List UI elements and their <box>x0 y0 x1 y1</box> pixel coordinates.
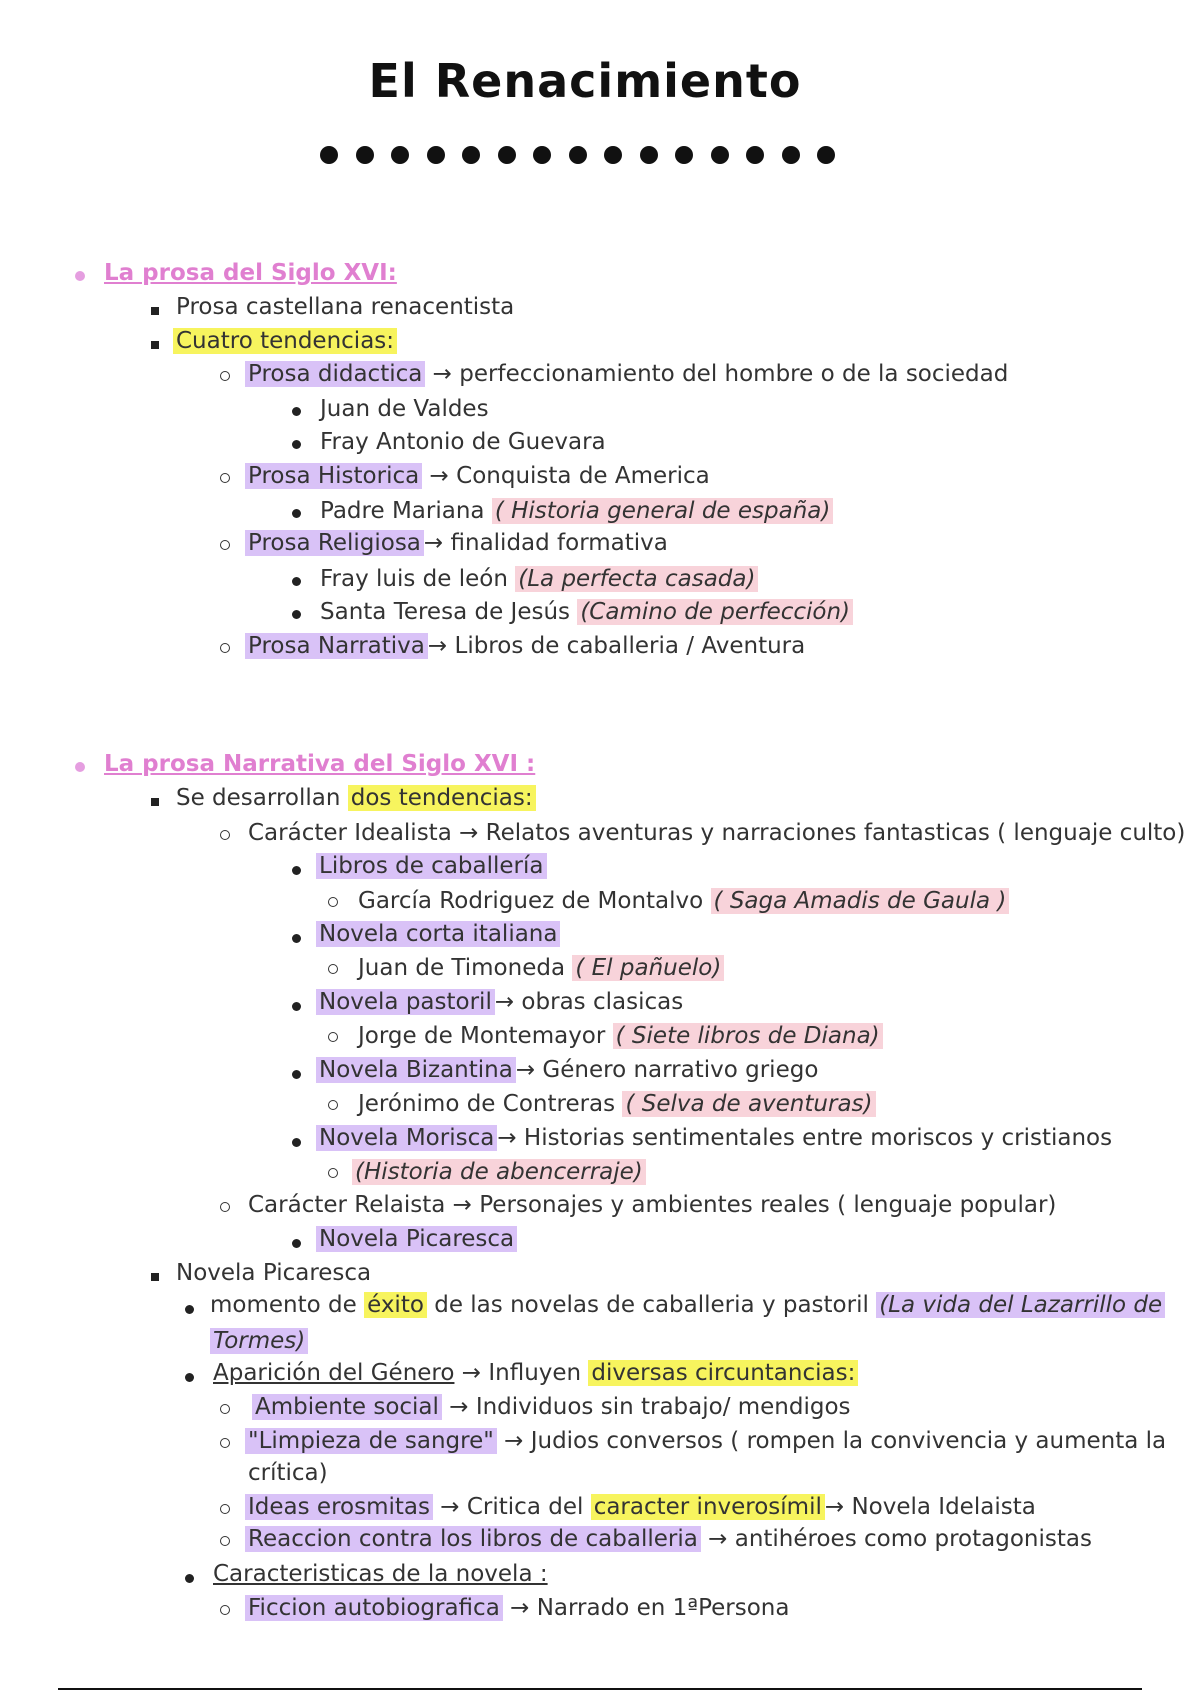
list-item: Prosa Narrativa → Libros de caballeria / Aventura <box>245 631 805 661</box>
circle-bullet <box>220 473 230 483</box>
circle-bullet <box>220 1605 230 1615</box>
list-item: Prosa castellana renacentista <box>176 294 515 320</box>
page-title: El Renacimiento <box>368 54 802 108</box>
divider-dot <box>533 146 551 164</box>
circle-bullet <box>220 371 230 381</box>
list-item: Prosa Religiosa → finalidad formativa <box>245 528 668 558</box>
square-bullet <box>151 1273 159 1281</box>
dot-bullet <box>292 1002 301 1011</box>
list-item: Jorge de Montemayor ( Siete libros de Diana) <box>358 1021 883 1051</box>
square-bullet <box>151 307 159 315</box>
divider-dot <box>462 146 480 164</box>
square-bullet <box>151 341 159 349</box>
circle-bullet <box>328 1168 338 1178</box>
divider-dot <box>427 146 445 164</box>
list-item: Ambiente social → Individuos sin trabajo/ mendigos <box>252 1392 851 1422</box>
list-item: Novela Picaresca <box>176 1260 372 1286</box>
square-bullet <box>151 798 159 806</box>
list-item: Novela corta italiana <box>316 919 560 949</box>
circle-bullet <box>220 540 230 550</box>
list-item: Carácter Idealista → Relatos aventuras y narraciones fantasticas ( lenguaje culto) <box>248 820 1186 846</box>
list-item: Libros de caballería <box>316 851 547 881</box>
dot-bullet <box>292 440 301 449</box>
list-item: Novela Picaresca <box>316 1224 517 1254</box>
list-item: Santa Teresa de Jesús (Camino de perfección) <box>320 597 853 627</box>
circle-bullet <box>220 643 230 653</box>
section-bullet <box>75 271 85 281</box>
list-item: Carácter Relaista → Personajes y ambientes reales ( lenguaje popular) <box>248 1192 1057 1218</box>
dot-bullet <box>185 1373 194 1382</box>
list-item: Aparición del Género → Influyen diversas circuntancias: <box>213 1358 858 1388</box>
list-item: Caracteristicas de la novela : <box>213 1561 548 1587</box>
list-item: Padre Mariana ( Historia general de españa) <box>320 496 833 526</box>
dot-bullet <box>292 866 301 875</box>
divider-dot <box>604 146 622 164</box>
circle-bullet <box>328 964 338 974</box>
section-heading-1: La prosa del Siglo XVI: <box>104 260 397 286</box>
list-item: Novela Morisca → Historias sentimentales entre moriscos y cristianos <box>316 1123 1112 1153</box>
list-item: Ideas erosmitas → Critica del caracter inverosímil → Novela Idelaista <box>245 1492 1036 1522</box>
dot-bullet <box>292 934 301 943</box>
list-item: Reaccion contra los libros de caballeria → antihéroes como protagonistas <box>245 1524 1092 1554</box>
list-item: Juan de Valdes <box>320 396 489 422</box>
divider-dot <box>817 146 835 164</box>
dot-bullet <box>292 407 301 416</box>
list-item-continuation: crítica) <box>248 1460 328 1486</box>
dot-bullet <box>292 1239 301 1248</box>
dot-bullet <box>185 1305 194 1314</box>
dot-bullet <box>292 1070 301 1079</box>
list-item-continuation: Tormes) <box>210 1326 308 1356</box>
list-item: Novela pastoril → obras clasicas <box>316 987 683 1017</box>
circle-bullet <box>220 1438 230 1448</box>
list-item: Prosa didactica → perfeccionamiento del hombre o de la sociedad <box>245 359 1008 389</box>
dot-bullet <box>292 610 301 619</box>
divider-dot <box>356 146 374 164</box>
circle-bullet <box>220 1404 230 1414</box>
list-item: Se desarrollan dos tendencias: <box>176 783 536 813</box>
dot-bullet <box>292 577 301 586</box>
list-item: (Historia de abencerraje) <box>352 1157 646 1187</box>
divider-dot <box>675 146 693 164</box>
circle-bullet <box>220 1504 230 1514</box>
circle-bullet <box>328 1032 338 1042</box>
divider-dot <box>746 146 764 164</box>
dot-bullet <box>292 509 301 518</box>
dotted-divider <box>320 146 880 166</box>
circle-bullet <box>220 1202 230 1212</box>
list-item: momento de éxito de las novelas de caballeria y pastoril (La vida del Lazarrillo de <box>210 1290 1165 1320</box>
divider-dot <box>569 146 587 164</box>
list-item: Novela Bizantina → Género narrativo griego <box>316 1055 818 1085</box>
divider-dot <box>640 146 658 164</box>
circle-bullet <box>328 1100 338 1110</box>
list-item: García Rodriguez de Montalvo ( Saga Amadis de Gaula ) <box>358 886 1009 916</box>
section-heading-2: La prosa Narrativa del Siglo XVI : <box>104 751 536 777</box>
list-item: Jerónimo de Contreras ( Selva de aventuras) <box>358 1089 876 1119</box>
divider-dot <box>711 146 729 164</box>
divider-dot <box>782 146 800 164</box>
list-item: Ficcion autobiografica → Narrado en 1ªPersona <box>245 1593 789 1623</box>
divider-dot <box>498 146 516 164</box>
list-item: Prosa Historica → Conquista de America <box>245 461 710 491</box>
list-item: Cuatro tendencias: <box>173 326 397 356</box>
circle-bullet <box>220 1536 230 1546</box>
dot-bullet <box>292 1138 301 1147</box>
circle-bullet <box>328 897 338 907</box>
dot-bullet <box>185 1574 194 1583</box>
bottom-rule <box>58 1688 1142 1690</box>
list-item: Fray Antonio de Guevara <box>320 429 606 455</box>
divider-dot <box>320 146 338 164</box>
list-item: Fray luis de león (La perfecta casada) <box>320 564 758 594</box>
list-item: Juan de Timoneda ( El pañuelo) <box>358 953 724 983</box>
list-item: "Limpieza de sangre" → Judios conversos ( rompen la convivencia y aumenta la <box>245 1426 1166 1456</box>
section-bullet <box>75 762 85 772</box>
divider-dot <box>391 146 409 164</box>
circle-bullet <box>220 830 230 840</box>
